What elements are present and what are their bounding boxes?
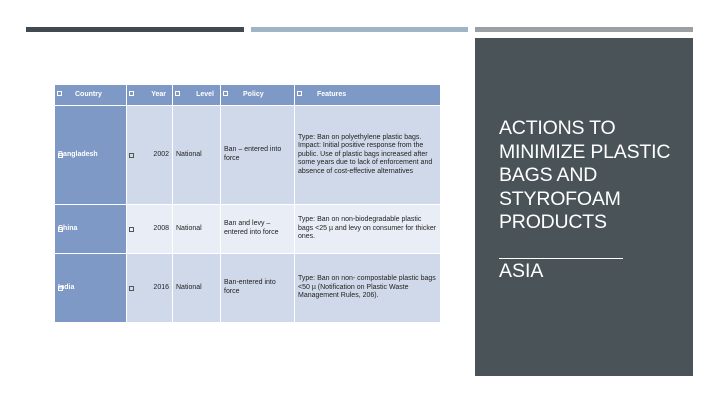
- features-cell: Type: Ban on non-biodegradable plastic bags <25 µ and levy on consumer for thicker ones.: [295, 205, 441, 254]
- bullet-icon: [223, 91, 228, 96]
- header-features-label: Features: [317, 90, 347, 98]
- table-row: [55, 106, 441, 205]
- bullet-icon: [175, 91, 180, 96]
- bullet-icon: [58, 286, 63, 291]
- bullet-icon: [58, 227, 63, 232]
- bullet-icon: [129, 153, 134, 158]
- policy-cell: Ban and levy – entered into force: [221, 205, 295, 254]
- accent-bar-gray: [475, 27, 693, 32]
- country-cell: [55, 106, 127, 205]
- year-value: 2008: [153, 224, 169, 232]
- header-features: [295, 85, 441, 106]
- year-cell: [127, 106, 173, 205]
- bullet-icon: [129, 286, 134, 291]
- year-value: 2002: [153, 150, 169, 158]
- country-label: China: [58, 224, 78, 232]
- country-cell: [55, 205, 127, 254]
- header-country: [55, 85, 127, 106]
- features-cell: Type: Ban on polyethylene plastic bags. Impact: Initial positive response from the public. Use of plastic bags increased after some years due to lack of enforcement and absence of cost-effective alternatives: [295, 106, 441, 205]
- header-level: [173, 85, 221, 106]
- title-divider: [499, 258, 623, 259]
- slide-subtitle: ASIA: [499, 260, 544, 282]
- year-cell: [127, 254, 173, 323]
- policy-table: [54, 84, 441, 323]
- level-cell: National: [173, 106, 221, 205]
- bullet-icon: [57, 91, 62, 96]
- bullet-icon: [129, 227, 134, 232]
- header-policy: [221, 85, 295, 106]
- header-level-label: Level: [196, 90, 214, 98]
- level-cell: National: [173, 205, 221, 254]
- slide-title: ACTIONS TO MINIMIZE PLASTIC BAGS AND STYROFOAM PRODUCTS: [499, 117, 671, 233]
- year-cell: [127, 205, 173, 254]
- accent-bar-blue: [251, 27, 468, 32]
- country-label: Bangladesh: [58, 150, 98, 158]
- bullet-icon: [129, 91, 134, 96]
- year-value: 2016: [153, 283, 169, 291]
- header-country-label: Country: [75, 90, 102, 98]
- policy-cell: Ban – entered into force: [221, 106, 295, 205]
- accent-bar-dark: [26, 27, 244, 32]
- table-header-row: [55, 85, 441, 106]
- header-year-label: Year: [151, 90, 166, 98]
- policy-cell: Ban-entered into force: [221, 254, 295, 323]
- features-cell: Type: Ban on non- compostable plastic bags <50 µ (Notification on Plastic Waste Management Rules, 206).: [295, 254, 441, 323]
- country-label: India: [58, 283, 75, 291]
- level-cell: National: [173, 254, 221, 323]
- table-row: [55, 254, 441, 323]
- country-cell: [55, 254, 127, 323]
- bullet-icon: [58, 153, 63, 158]
- bullet-icon: [297, 91, 302, 96]
- header-year: [127, 85, 173, 106]
- table-row: [55, 205, 441, 254]
- header-policy-label: Policy: [243, 90, 264, 98]
